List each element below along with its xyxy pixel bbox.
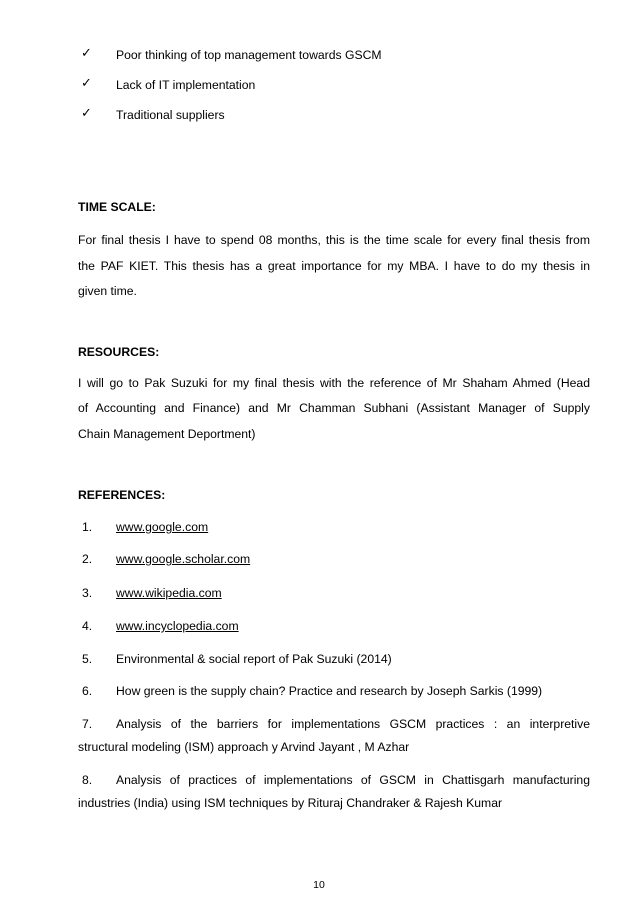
reference-link[interactable]: www.incyclopedia.com: [116, 619, 239, 633]
reference-number: 1.: [82, 520, 93, 534]
bullet-text: Traditional suppliers: [116, 108, 225, 122]
time-scale-line: given time.: [78, 284, 137, 298]
reference-text: How green is the supply chain? Practice and research by Joseph Sarkis (1999): [116, 684, 543, 698]
time-scale-line: the PAF KIET. This thesis has a great importance for my MBA. I have to do my thesis in: [78, 259, 590, 273]
resources-line: Chain Management Deportment): [78, 427, 256, 441]
resources-line: of Accounting and Finance) and Mr Chamman Subhani (Assistant Manager of Supply: [78, 401, 590, 415]
reference-text: Environmental & social report of Pak Suzuki (2014): [116, 652, 392, 666]
time-scale-line: For final thesis I have to spend 08 months, this is the time scale for every final thesis from: [78, 233, 590, 247]
reference-number: 3.: [82, 586, 93, 600]
time-scale-heading: TIME SCALE:: [78, 200, 156, 214]
resources-heading: RESOURCES:: [78, 345, 160, 359]
reference-text: Analysis of practices of implementations of GSCM in Chattisgarh manufacturing: [116, 773, 590, 787]
reference-number: 5.: [82, 652, 93, 666]
bullet-text: Lack of IT implementation: [116, 78, 256, 92]
reference-link[interactable]: www.wikipedia.com: [116, 586, 222, 600]
reference-text: Analysis of the barriers for implementations GSCM practices : an interpretive: [116, 717, 590, 731]
reference-text-continued: structural modeling (ISM) approach y Arvind Jayant , M Azhar: [78, 740, 410, 754]
reference-link[interactable]: www.google.com: [116, 520, 209, 534]
reference-number: 4.: [82, 619, 93, 633]
bullet-text: Poor thinking of top management towards GSCM: [116, 48, 382, 62]
reference-number: 8.: [82, 773, 93, 787]
checkmark-icon: ✓: [81, 46, 92, 61]
checkmark-icon: ✓: [81, 106, 92, 121]
page-number: 10: [313, 879, 325, 891]
reference-number: 2.: [82, 552, 93, 566]
checkmark-icon: ✓: [81, 76, 92, 91]
resources-line: I will go to Pak Suzuki for my final thesis with the reference of Mr Shaham Ahmed (Head: [78, 376, 590, 390]
references-heading: REFERENCES:: [78, 488, 166, 502]
reference-number: 7.: [82, 717, 93, 731]
reference-number: 6.: [82, 684, 93, 698]
reference-link[interactable]: www.google.scholar.com: [116, 552, 251, 566]
reference-text-continued: industries (India) using ISM techniques by Rituraj Chandraker & Rajesh Kumar: [78, 796, 503, 810]
